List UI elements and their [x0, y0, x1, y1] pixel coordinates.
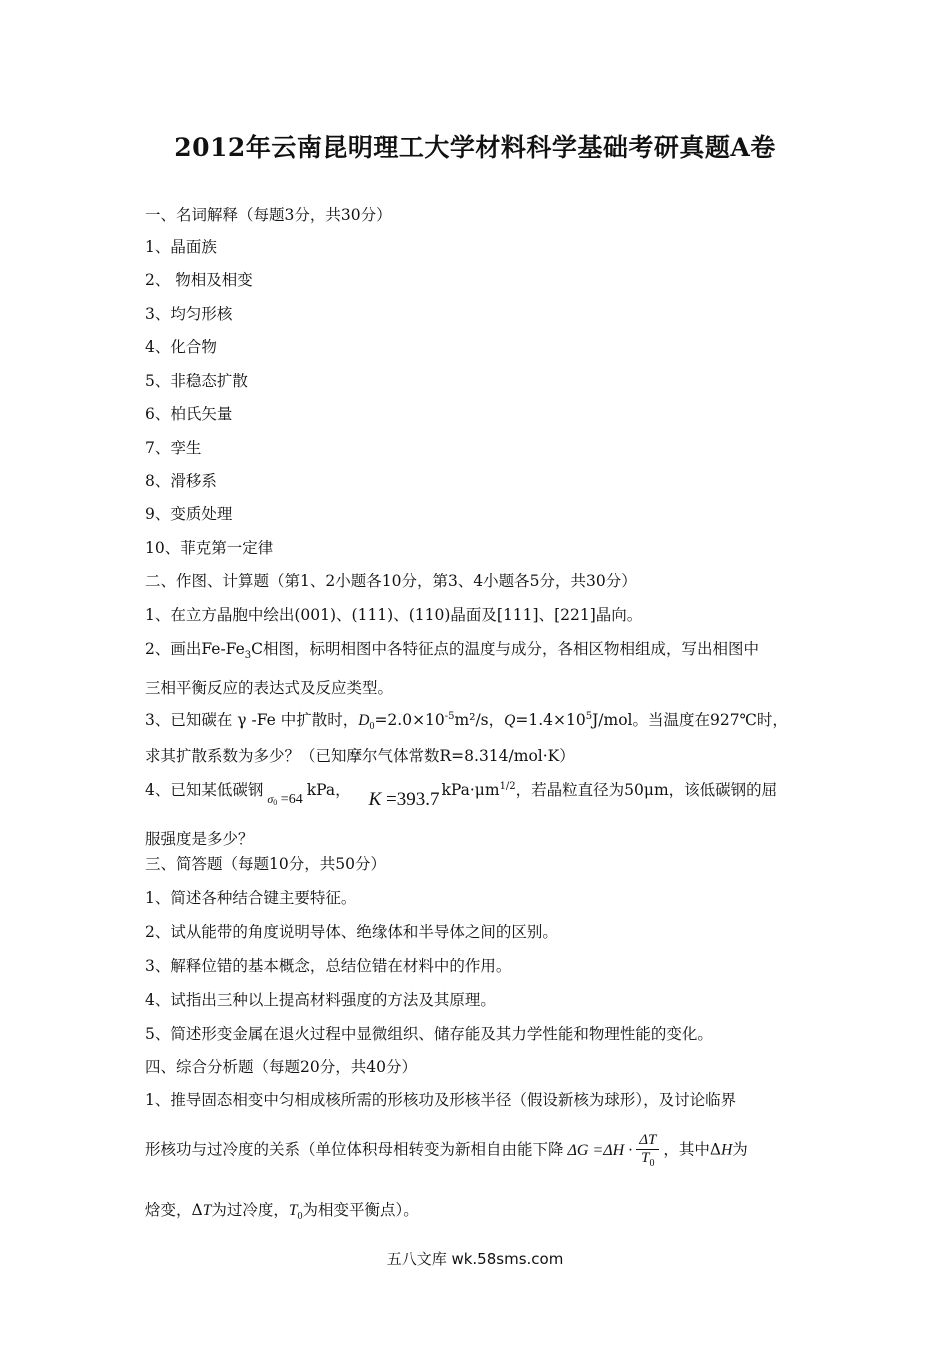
list-item: 3、均匀形核: [145, 305, 233, 323]
list-item: 10、菲克第一定律: [145, 539, 274, 557]
list-item: 5、简述形变金属在退火过程中显微组织、储存能及其力学性能和物理性能的变化。: [145, 1025, 713, 1043]
question-2-3: 3、已知碳在 γ -Fe 中扩散时，$D_0=2.0\times 10^{-5}m^2/s$，$Q=1.4\times 10^5J$/mol。当温度在927℃时，: [145, 710, 788, 733]
question-2-1: 1、在立方晶胞中绘出(001)、(111)、(110)晶面及[111]、[221]晶向。: [145, 606, 643, 624]
footer-watermark: 五八文库 wk.58sms.com: [386, 1250, 564, 1268]
question-2-2-cont: 三相平衡反应的表达式及反应类型。: [145, 679, 394, 697]
list-item: 4、化合物: [145, 338, 217, 356]
question-4-1-cont2: 焓变，ΔT为过冷度，$T_0$为相变平衡点）。: [145, 1201, 419, 1223]
list-item: 1、晶面族: [145, 238, 217, 256]
list-item: 6、柏氏矢量: [145, 405, 233, 423]
list-item: 7、孪生: [145, 439, 202, 457]
question-4-1: 1、推导固态相变中匀相成核所需的形核功及形核半径（假设新核为球形），及讨论临界: [145, 1091, 737, 1109]
section4-heading: 四、综合分析题（每题20分，共40分）: [145, 1058, 417, 1076]
section1-heading: 一、名词解释（每题3分，共30分）: [145, 206, 392, 224]
list-item: 2、试从能带的角度说明导体、绝缘体和半导体之间的区别。: [145, 923, 558, 941]
question-2-2: 2、画出$Fe-Fe_3C$相图，标明相图中各特征点的温度与成分，各相区物相组成，写出相图中: [145, 640, 760, 662]
section3-heading: 三、简答题（每题10分，共50分）: [145, 855, 386, 873]
question-2-3-cont: 求其扩散系数为多少？（已知摩尔气体常数R=8.314/mol·K）: [145, 747, 575, 765]
page-title: 2012年云南昆明理工大学材料科学基础考研真题A卷: [174, 133, 776, 162]
fraction: $\frac{\Delta T}{T_0}$: [636, 1132, 659, 1169]
list-item: 9、变质处理: [145, 505, 233, 523]
question-2-4-cont: 服强度是多少？: [145, 830, 254, 848]
list-item: 8、滑移系: [145, 472, 217, 490]
list-item: 4、试指出三种以上提高材料强度的方法及其原理。: [145, 991, 496, 1009]
list-item: 3、解释位错的基本概念，总结位错在材料中的作用。: [145, 957, 512, 975]
list-item: 5、非稳态扩散: [145, 372, 248, 390]
list-item: 2、 物相及相变: [145, 271, 253, 289]
question-2-4: 4、已知某低碳钢 $_{\sigma 0}$ =64kPa， K =393.7 $kPa\cdot\mu m^{1/2}$，若晶粒直径为50μm，该低碳钢的屈: [145, 780, 778, 810]
question-4-1-cont: 形核功与过冷度的关系（单位体积母相转变为新相自由能下降 ΔG =ΔH · $\frac{\Delta T}{T_0}$ ，其中ΔH为: [145, 1132, 748, 1169]
list-item: 1、简述各种结合键主要特征。: [145, 889, 357, 907]
section2-heading: 二、作图、计算题（第1、2小题各10分，第3、4小题各5分，共30分）: [145, 572, 637, 590]
